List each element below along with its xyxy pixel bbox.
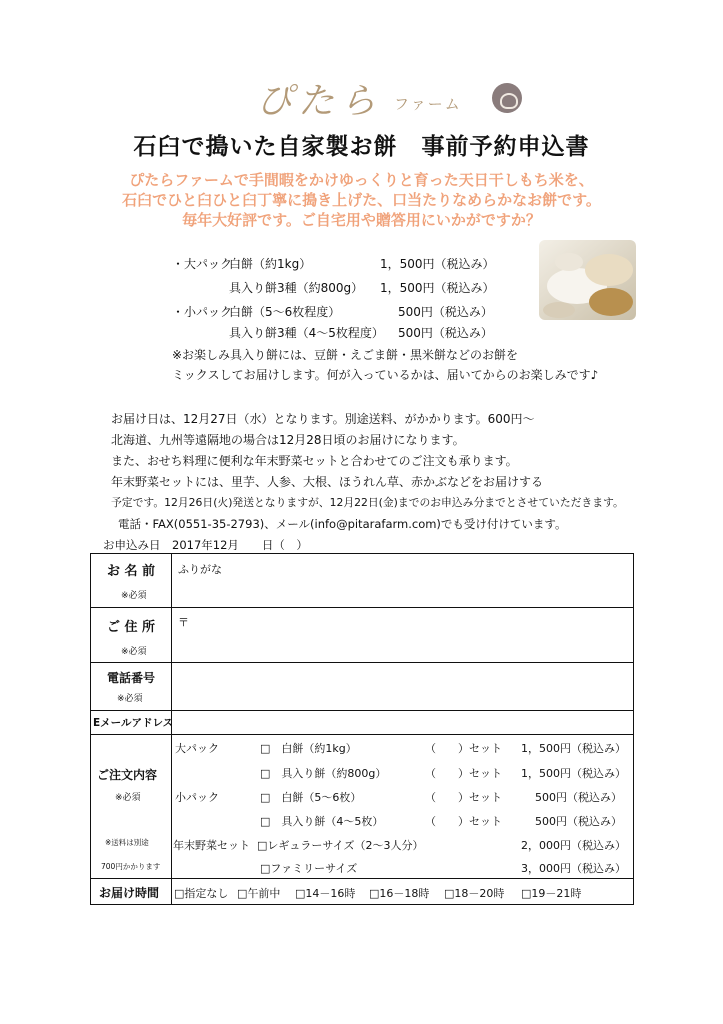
quantity-field[interactable]: （ ）セット <box>425 742 502 755</box>
farm-emblem-icon <box>492 83 522 113</box>
brand-name: ぴたら <box>256 80 383 122</box>
order-option-checkbox[interactable]: □ファミリーサイズ <box>260 862 358 875</box>
time-option-checkbox[interactable]: □18－20時 <box>444 887 505 900</box>
mochi-photo <box>539 240 636 320</box>
order-option-checkbox[interactable]: □ 具入り餅（4～5枚） <box>260 815 384 828</box>
name-label: お 名 前 <box>107 564 156 579</box>
intro-line: 石臼でひと臼ひと臼丁寧に搗き上げた、口当たりなめらかなお餅です。 <box>122 191 601 209</box>
time-option-checkbox[interactable]: □午前中 <box>237 887 281 900</box>
price-pack: ・大パック <box>172 257 233 271</box>
order-category: 年末野菜セット <box>173 839 250 852</box>
intro-line: ぴたらファームで手間暇をかけゆっくりと育った天日干しもち米を、 <box>129 171 594 189</box>
order-price: 3，000円（税込み） <box>521 862 626 875</box>
intro-line: 毎年大好評です。ご自宅用や贈答用にいかがですか？ <box>182 211 541 229</box>
order-option-checkbox[interactable]: □レギュラーサイズ（2～3人分） <box>257 839 424 852</box>
required-mark: ※必須 <box>121 647 147 657</box>
email-label: Eメールアドレス <box>93 717 174 729</box>
order-price: 1，500円（税込み） <box>521 767 626 780</box>
brand-sub: ファーム <box>394 94 462 113</box>
quantity-field[interactable]: （ ）セット <box>425 791 502 804</box>
price-item: 具入り餅3種（約800g） <box>229 281 364 295</box>
order-option-checkbox[interactable]: □ 白餅（約1kg） <box>260 742 357 755</box>
delivery-note: 北海道、九州等遠隔地の場合は12月28日頃のお届けになります。 <box>111 433 465 447</box>
contact-note: 電話・FAX(0551-35-2793)、メール(info@pitarafarm.com)でも受け付けています。 <box>118 517 567 531</box>
required-mark: ※必須 <box>117 694 143 704</box>
price-pack: ・小パック <box>172 305 233 319</box>
mix-note: ミックスしてお届けします。何が入っているかは、届いてからのお楽しみです♪ <box>172 368 599 382</box>
time-option-checkbox[interactable]: □16－18時 <box>369 887 430 900</box>
quantity-field[interactable]: （ ）セット <box>425 815 502 828</box>
delivery-note: 予定です。12月26日(火)発送となりますが、12月22日(金)までのお申込み分までとさせていただきます。 <box>111 496 624 509</box>
page-title: 石臼で搗いた自家製お餅 事前予約申込書 <box>133 134 590 160</box>
required-mark: ※必須 <box>121 591 147 601</box>
address-field[interactable] <box>172 608 632 661</box>
delivery-note: また、おせち料理に便利な年末野菜セットと合わせてのご注文も承ります。 <box>111 454 518 468</box>
price-value: 1，500円（税込み） <box>380 257 495 271</box>
time-label: お届け時間 <box>99 886 160 900</box>
price-item: 具入り餅3種（4～5枚程度） <box>229 326 384 340</box>
email-field[interactable] <box>172 711 632 733</box>
order-price: 1，500円（税込み） <box>521 742 626 755</box>
order-price: 500円（税込み） <box>535 815 622 828</box>
delivery-note: お届け日は、12月27日（水）となります。別途送料、がかかります。600円～ <box>111 412 535 426</box>
phone-field[interactable] <box>172 663 632 709</box>
price-value: 500円（税込み） <box>398 326 493 340</box>
quantity-field[interactable]: （ ）セット <box>425 767 502 780</box>
price-item: 白餅（約1kg） <box>229 257 312 271</box>
order-price: 2，000円（税込み） <box>521 839 626 852</box>
application-date[interactable]: お申込み日 2017年12月 日（ ） <box>103 538 308 552</box>
order-category: 小パック <box>175 791 219 804</box>
form-row-line <box>91 878 633 879</box>
time-option-checkbox[interactable]: □19－21時 <box>521 887 582 900</box>
order-category: 大パック <box>175 742 219 755</box>
form-row-line <box>91 734 633 735</box>
address-label: ご 住 所 <box>107 620 156 635</box>
price-value: 1，500円（税込み） <box>380 281 495 295</box>
mix-note: ※お楽しみ具入り餅には、豆餅・えごま餅・黒米餅などのお餅を <box>172 348 519 362</box>
required-mark: ※必須 <box>115 793 141 803</box>
time-option-checkbox[interactable]: □指定なし <box>174 887 229 900</box>
phone-label: 電話番号 <box>107 671 156 685</box>
order-option-checkbox[interactable]: □ 白餅（5～6枚） <box>260 791 362 804</box>
order-option-checkbox[interactable]: □ 具入り餅（約800g） <box>260 767 387 780</box>
furigana-label: ふりがな <box>178 563 222 576</box>
delivery-note: 年末野菜セットには、里芋、人参、大根、ほうれん草、赤かぶなどをお届けする <box>111 475 544 489</box>
shipping-note: ※送料は別途 <box>105 838 149 847</box>
time-option-checkbox[interactable]: □14－16時 <box>295 887 356 900</box>
brand-logo <box>256 76 522 120</box>
postal-mark: 〒 <box>178 616 189 629</box>
order-price: 500円（税込み） <box>535 791 622 804</box>
name-field[interactable] <box>172 555 632 606</box>
order-label: ご注文内容 <box>97 768 158 782</box>
price-item: 白餅（5～6枚程度） <box>229 305 341 319</box>
order-form <box>90 553 634 905</box>
price-value: 500円（税込み） <box>398 305 493 319</box>
shipping-note: 700円かかります <box>101 862 161 871</box>
